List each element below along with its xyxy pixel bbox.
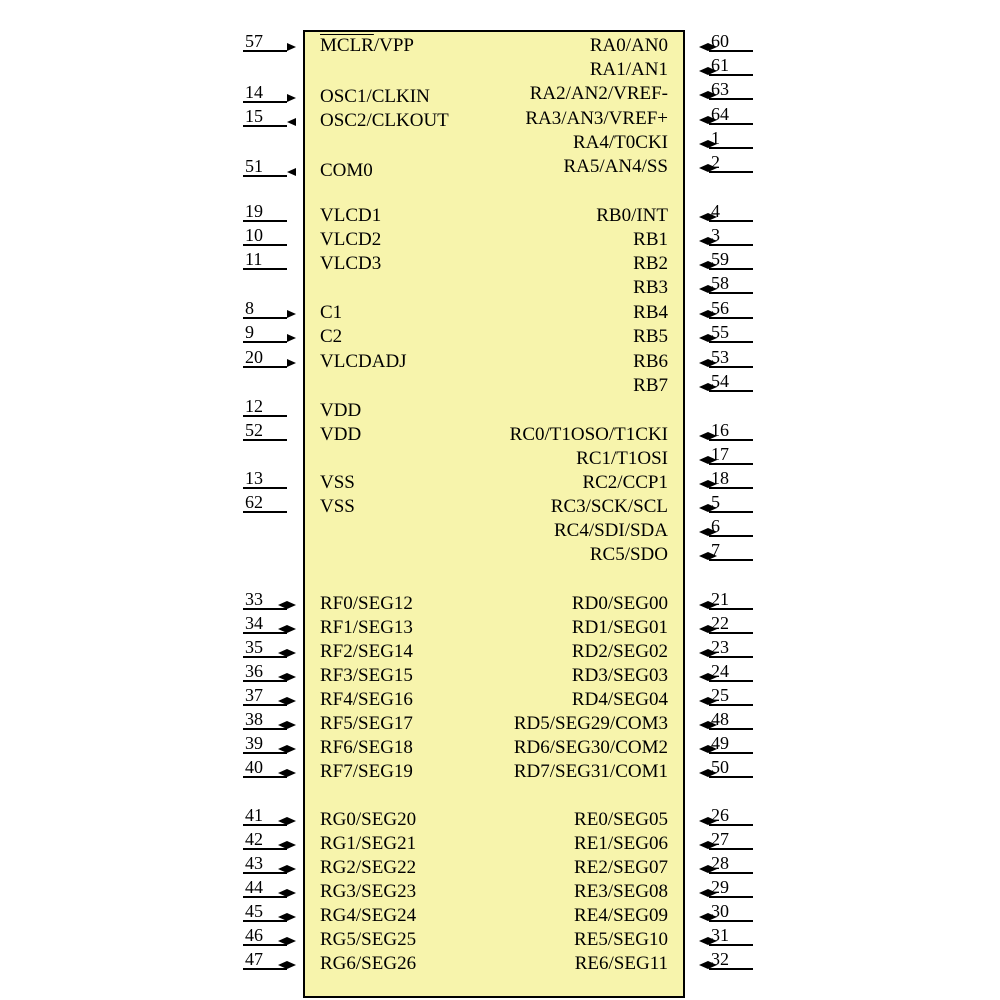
pin-right-59[interactable] (685, 249, 1000, 276)
pin-right-30[interactable] (685, 901, 1000, 928)
pin-label: RF7/SEG19 (320, 761, 413, 782)
pin-label: RG1/SEG21 (320, 833, 417, 854)
pin-lead (685, 949, 755, 976)
pin-direction-arrow-icon (699, 865, 708, 873)
pin-label: RF3/SEG15 (320, 665, 413, 686)
pin-direction-arrow-icon (287, 721, 296, 729)
pin-lead (685, 371, 755, 398)
pin-number: 4 (711, 201, 720, 221)
pin-left-52[interactable] (0, 420, 303, 447)
pin-right-17[interactable] (685, 444, 1000, 471)
pin-number: 41 (245, 805, 263, 825)
pin-number: 18 (711, 468, 729, 488)
pin-direction-arrow-icon (699, 164, 708, 172)
pin-label: RD5/SEG29/COM3 (513, 713, 668, 734)
pin-direction-arrow-icon (287, 889, 296, 897)
pin-label-overline: MCLR (320, 35, 374, 56)
pin-left-20[interactable] (0, 347, 303, 374)
pin-number: 57 (245, 31, 263, 51)
pin-label: RB3 (633, 277, 668, 298)
pin-label: RA4/T0CKI (573, 132, 668, 153)
pin-number: 17 (711, 444, 729, 464)
pin-number: 36 (245, 661, 263, 681)
pin-number: 48 (711, 709, 729, 729)
pin-left-15[interactable] (0, 106, 303, 133)
pin-direction-arrow-icon (699, 261, 708, 269)
pin-direction-arrow-icon (699, 116, 708, 124)
pin-left-47[interactable] (0, 949, 303, 976)
pin-left-62[interactable] (0, 492, 303, 519)
pin-right-50[interactable] (685, 757, 1000, 784)
pin-right-27[interactable] (685, 829, 1000, 856)
pin-direction-arrow-icon (699, 67, 708, 75)
pin-direction-arrow-icon (699, 649, 708, 657)
pin-label: RA3/AN3/VREF+ (525, 108, 668, 129)
pin-label: RC2/CCP1 (582, 472, 668, 493)
pin-direction-arrow-icon (699, 43, 708, 51)
pin-direction-arrow-icon (699, 140, 708, 148)
pin-number: 25 (711, 685, 729, 705)
pin-label: RC4/SDI/SDA (553, 520, 668, 541)
pin-number: 33 (245, 589, 263, 609)
pin-label: RB4 (633, 302, 668, 323)
pin-direction-arrow-icon (699, 961, 708, 969)
pin-direction-arrow-icon (287, 745, 296, 753)
pin-lead (243, 949, 303, 976)
pin-direction-arrow-icon (287, 937, 296, 945)
pin-direction-arrow-icon (699, 383, 708, 391)
pin-direction-arrow-icon (699, 310, 708, 318)
pin-number: 22 (711, 613, 729, 633)
pin-left-57[interactable] (0, 31, 303, 58)
pin-label: RG6/SEG26 (320, 953, 417, 974)
pin-label: RG2/SEG22 (320, 857, 417, 878)
pin-direction-arrow-icon (699, 91, 708, 99)
pin-number: 9 (245, 322, 254, 342)
pin-label: COM0 (320, 160, 373, 181)
pin-number: 63 (711, 79, 729, 99)
pin-number: 50 (711, 757, 729, 777)
pin-right-18[interactable] (685, 468, 1000, 495)
pin-right-2[interactable] (685, 152, 1000, 179)
pin-left-51[interactable] (0, 156, 303, 183)
pin-direction-arrow-icon (699, 721, 708, 729)
pin-label: RE0/SEG05 (574, 809, 668, 830)
pin-number: 31 (711, 925, 729, 945)
pin-lead (243, 757, 303, 784)
pin-direction-arrow-icon (699, 889, 708, 897)
pin-lead (685, 757, 755, 784)
pin-label: C1 (320, 302, 343, 323)
pin-number: 37 (245, 685, 263, 705)
pin-direction-arrow-icon (699, 456, 708, 464)
pin-direction-arrow-icon (287, 817, 296, 825)
pin-direction-arrow-icon (287, 168, 296, 176)
pin-number: 3 (711, 225, 720, 245)
pin-number: 45 (245, 901, 263, 921)
pin-label: RA0/AN0 (589, 35, 668, 56)
pin-direction-arrow-icon (699, 334, 708, 342)
pin-direction-arrow-icon (287, 673, 296, 681)
pin-right-1[interactable] (685, 128, 1000, 155)
pin-label: RG3/SEG23 (320, 881, 417, 902)
pin-label: RC1/T1OSI (576, 448, 668, 469)
pin-right-22[interactable] (685, 613, 1000, 640)
pin-number: 15 (245, 106, 263, 126)
pin-direction-arrow-icon (287, 359, 296, 367)
pin-direction-arrow-icon (699, 528, 708, 536)
pin-direction-arrow-icon (699, 937, 708, 945)
pin-number: 19 (245, 201, 263, 221)
pin-label: RF6/SEG18 (320, 737, 413, 758)
pin-label: RA5/AN4/SS (563, 156, 668, 177)
pin-number: 58 (711, 273, 729, 293)
pin-lead (243, 347, 303, 374)
pin-direction-arrow-icon (699, 237, 708, 245)
pin-label: RF1/SEG13 (320, 617, 413, 638)
pin-right-4[interactable] (685, 201, 1000, 228)
pin-label: RE2/SEG07 (574, 857, 668, 878)
pin-number: 35 (245, 637, 263, 657)
pin-label: RB7 (633, 375, 668, 396)
pin-lead (243, 492, 303, 519)
pin-direction-arrow-icon (699, 817, 708, 825)
pin-label: RE5/SEG10 (574, 929, 668, 950)
pin-lead (685, 492, 755, 519)
pin-number: 8 (245, 298, 254, 318)
pin-number: 42 (245, 829, 263, 849)
pin-number: 21 (711, 589, 729, 609)
pin-right-64[interactable] (685, 104, 1000, 131)
pin-lead (685, 152, 755, 179)
pin-number: 54 (711, 371, 729, 391)
pin-number: 55 (711, 322, 729, 342)
pin-lead (685, 516, 755, 543)
pin-label: RB5 (633, 326, 668, 347)
pin-direction-arrow-icon (287, 697, 296, 705)
pin-direction-arrow-icon (287, 43, 296, 51)
pin-right-55[interactable] (685, 322, 1000, 349)
pin-direction-arrow-icon (699, 504, 708, 512)
pin-label: RD3/SEG03 (571, 665, 668, 686)
pin-number: 44 (245, 877, 263, 897)
pin-number: 62 (245, 492, 263, 512)
pin-direction-arrow-icon (287, 841, 296, 849)
pin-label: RG4/SEG24 (320, 905, 417, 926)
pin-right-29[interactable] (685, 877, 1000, 904)
pin-number: 59 (711, 249, 729, 269)
pin-direction-arrow-icon (699, 552, 708, 560)
pin-number: 7 (711, 540, 720, 560)
pin-label: RB1 (633, 229, 668, 250)
pin-number: 29 (711, 877, 729, 897)
pin-number: 56 (711, 298, 729, 318)
pin-right-56[interactable] (685, 298, 1000, 325)
pin-left-11[interactable] (0, 249, 303, 276)
pin-direction-arrow-icon (287, 961, 296, 969)
pin-number: 1 (711, 128, 720, 148)
pin-label: RF4/SEG16 (320, 689, 413, 710)
pin-right-63[interactable] (685, 79, 1000, 106)
pin-label: C2 (320, 326, 343, 347)
pin-label: RE3/SEG08 (574, 881, 668, 902)
pin-number: 53 (711, 347, 729, 367)
pin-number: 28 (711, 853, 729, 873)
pin-number: 34 (245, 613, 263, 633)
pin-direction-arrow-icon (699, 601, 708, 609)
pin-number: 13 (245, 468, 263, 488)
pin-lead (685, 540, 755, 567)
pin-direction-arrow-icon (287, 310, 296, 318)
pin-number: 11 (245, 249, 263, 269)
pin-right-49[interactable] (685, 733, 1000, 760)
pin-direction-arrow-icon (287, 913, 296, 921)
pin-label: VSS (320, 496, 355, 517)
pin-lead (685, 128, 755, 155)
pin-label: RA1/AN1 (589, 59, 668, 80)
pin-number: 47 (245, 949, 263, 969)
pin-direction-arrow-icon (699, 480, 708, 488)
pin-label: RC3/SCK/SCL (550, 496, 668, 517)
pin-number: 32 (711, 949, 729, 969)
pin-number: 43 (245, 853, 263, 873)
pin-lead (243, 249, 303, 276)
pin-right-25[interactable] (685, 685, 1000, 712)
pin-number: 40 (245, 757, 263, 777)
pin-label: RD0/SEG00 (571, 593, 668, 614)
pin-direction-arrow-icon (699, 213, 708, 221)
pin-right-5[interactable] (685, 492, 1000, 519)
pin-direction-arrow-icon (287, 625, 296, 633)
pin-right-31[interactable] (685, 925, 1000, 952)
pin-right-48[interactable] (685, 709, 1000, 736)
pin-direction-arrow-icon (287, 118, 296, 126)
pin-direction-arrow-icon (699, 625, 708, 633)
pin-label-rest: /VPP (373, 35, 414, 56)
pin-direction-arrow-icon (287, 649, 296, 657)
pin-lead (685, 201, 755, 228)
pin-direction-arrow-icon (699, 913, 708, 921)
pin-number: 27 (711, 829, 729, 849)
pin-direction-arrow-icon (287, 94, 296, 102)
pin-lead (243, 420, 303, 447)
pin-number: 26 (711, 805, 729, 825)
pin-number: 60 (711, 31, 729, 51)
pin-label: RF2/SEG14 (320, 641, 413, 662)
pin-label: VLCD1 (320, 205, 382, 226)
pin-number: 51 (245, 156, 263, 176)
pin-direction-arrow-icon (287, 601, 296, 609)
pin-number: 38 (245, 709, 263, 729)
pin-left-8[interactable] (0, 298, 303, 325)
pin-label: RE1/SEG06 (574, 833, 668, 854)
pin-number: 30 (711, 901, 729, 921)
pin-right-24[interactable] (685, 661, 1000, 688)
pin-right-7[interactable] (685, 540, 1000, 567)
pin-number: 5 (711, 492, 720, 512)
pin-direction-arrow-icon (699, 745, 708, 753)
pin-label: RB0/INT (596, 205, 668, 226)
pin-direction-arrow-icon (287, 865, 296, 873)
pin-label: RC0/T1OSO/T1CKI (509, 424, 668, 445)
pin-lead (243, 31, 303, 58)
pin-right-26[interactable] (685, 805, 1000, 832)
pin-right-3[interactable] (685, 225, 1000, 252)
pin-right-58[interactable] (685, 273, 1000, 300)
pin-number: 2 (711, 152, 720, 172)
pin-number: 12 (245, 396, 263, 416)
pin-right-6[interactable] (685, 516, 1000, 543)
pin-direction-arrow-icon (699, 359, 708, 367)
pin-label (320, 34, 414, 58)
pin-number: 52 (245, 420, 263, 440)
pin-right-61[interactable] (685, 55, 1000, 82)
pin-label: VLCDADJ (320, 351, 407, 372)
pin-number: 64 (711, 104, 729, 124)
pin-label: VSS (320, 472, 355, 493)
pin-label: RD6/SEG30/COM2 (513, 737, 668, 758)
pin-label: RC5/SDO (589, 544, 668, 565)
pin-number: 39 (245, 733, 263, 753)
pin-right-16[interactable] (685, 420, 1000, 447)
pin-number: 10 (245, 225, 263, 245)
pin-number: 61 (711, 55, 729, 75)
pin-lead (243, 156, 303, 183)
pin-direction-arrow-icon (699, 769, 708, 777)
pin-right-32[interactable] (685, 949, 1000, 976)
pin-label: RB2 (633, 253, 668, 274)
pin-right-23[interactable] (685, 637, 1000, 664)
pin-label: RE6/SEG11 (574, 953, 668, 974)
pin-number: 16 (711, 420, 729, 440)
pin-number: 46 (245, 925, 263, 945)
pin-label: RG5/SEG25 (320, 929, 417, 950)
pin-label: RF5/SEG17 (320, 713, 413, 734)
pin-label: RG0/SEG20 (320, 809, 417, 830)
pin-number: 14 (245, 82, 263, 102)
pin-direction-arrow-icon (699, 432, 708, 440)
pin-number: 6 (711, 516, 720, 536)
pin-left-40[interactable] (0, 757, 303, 784)
pin-label: VDD (320, 400, 362, 421)
pin-label: RD7/SEG31/COM1 (513, 761, 668, 782)
pin-number: 20 (245, 347, 263, 367)
pin-label: OSC2/CLKOUT (320, 110, 449, 131)
pin-right-53[interactable] (685, 347, 1000, 374)
pin-label: RD4/SEG04 (571, 689, 668, 710)
pin-direction-arrow-icon (699, 673, 708, 681)
pin-right-60[interactable] (685, 31, 1000, 58)
pin-label: RA2/AN2/VREF- (529, 83, 668, 104)
pin-number: 49 (711, 733, 729, 753)
pin-direction-arrow-icon (699, 841, 708, 849)
pin-label: RD2/SEG02 (571, 641, 668, 662)
pin-number: 24 (711, 661, 729, 681)
pin-label: RF0/SEG12 (320, 593, 413, 614)
pin-lead (243, 106, 303, 133)
pin-label: RD1/SEG01 (571, 617, 668, 638)
pin-direction-arrow-icon (287, 769, 296, 777)
pin-lead (685, 468, 755, 495)
pin-label: RB6 (633, 351, 668, 372)
pin-lead (685, 104, 755, 131)
pin-label: VLCD3 (320, 253, 382, 274)
pin-label: OSC1/CLKIN (320, 86, 430, 107)
pin-right-28[interactable] (685, 853, 1000, 880)
pin-direction-arrow-icon (699, 285, 708, 293)
pin-label: RE4/SEG09 (574, 905, 668, 926)
pin-right-54[interactable] (685, 371, 1000, 398)
pin-direction-arrow-icon (287, 334, 296, 342)
pin-label: VDD (320, 424, 362, 445)
pin-number: 23 (711, 637, 729, 657)
pin-right-21[interactable] (685, 589, 1000, 616)
pin-label: VLCD2 (320, 229, 382, 250)
pin-direction-arrow-icon (699, 697, 708, 705)
